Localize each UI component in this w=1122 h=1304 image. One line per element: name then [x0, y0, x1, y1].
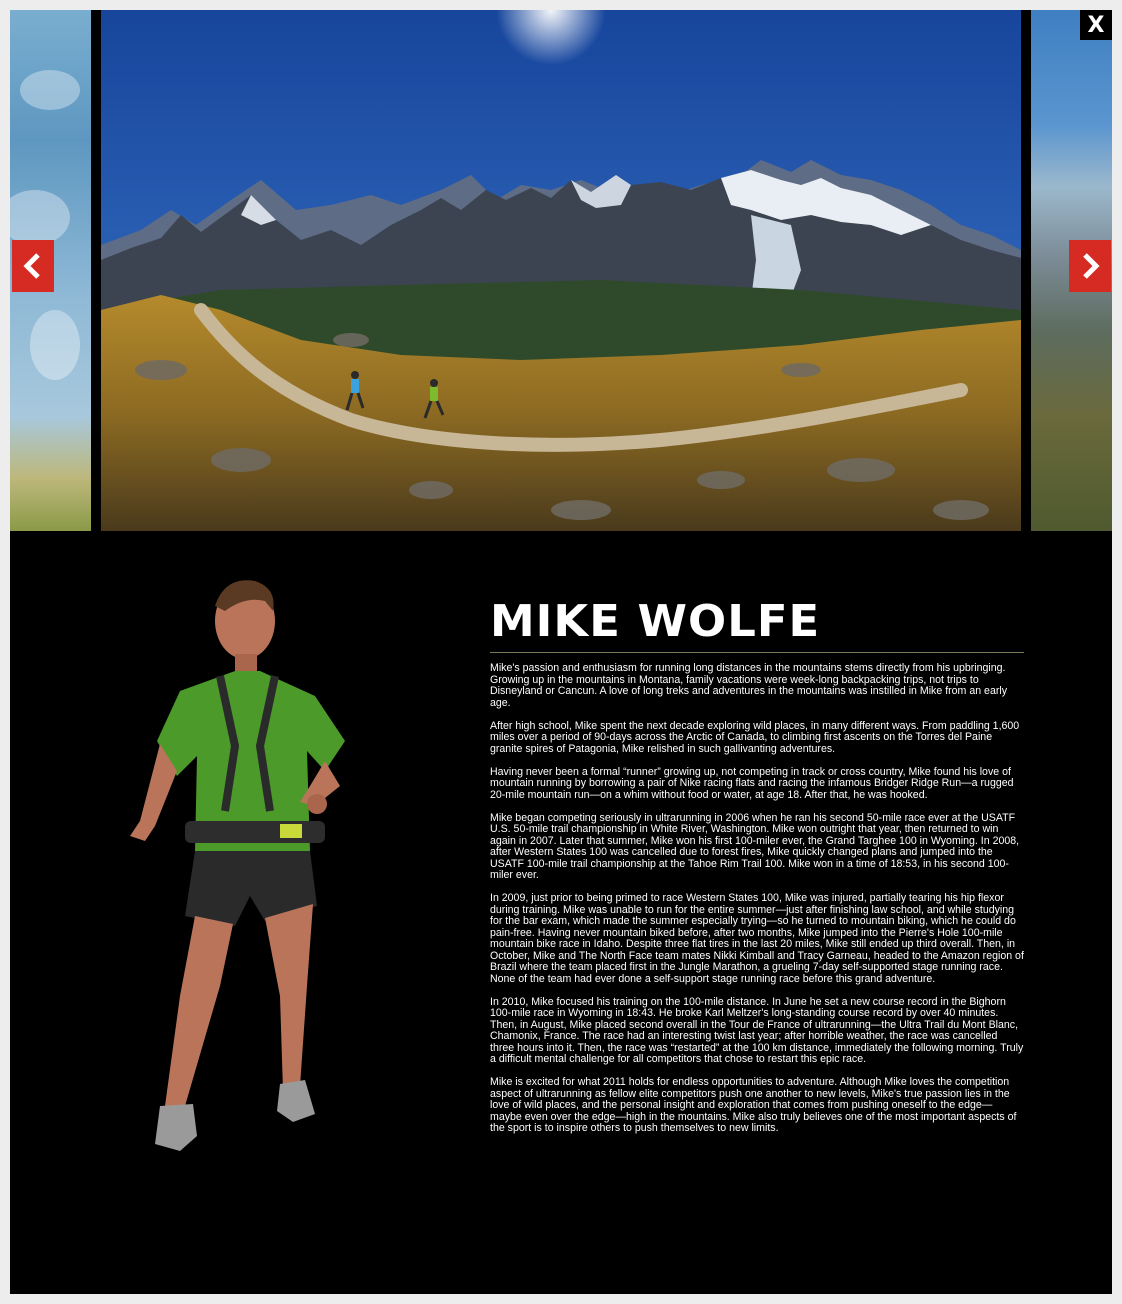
chevron-right-icon — [1079, 253, 1101, 279]
bio-paragraph: Mike is excited for what 2011 holds for endless opportunities to adventure. Although Mike loves the competition aspect of ultrarunning as fellow elite competitors push one another to new levels, Mike's true passion lies in the love of wild places, and the personal insight and exploration that comes from pushing oneself to the edge—maybe even over the edge—high in the mountains. Mike also truly believes one of the most important aspects of the sport is to inspire others to push themselves to new limits. — [490, 1076, 1017, 1134]
athlete-bio — [490, 598, 1024, 1146]
athlete-name: MIKE WOLFE — [490, 596, 821, 647]
lightbox — [10, 10, 1112, 1294]
bio-paragraph: Having never been a formal “runner” growing up, not competing in track or cross country, Mike found his love of mountain running by borrowing a pair of Nike racing flats and racing the infamous Bridger Ridge Run—a rugged 20-mile mountain run—on a whim without food or water, at age 18. After that, he was hooked. — [490, 765, 1014, 801]
bio-paragraph: In 2010, Mike focused his training on the 100-mile distance. In June he set a new course record in the Bighorn 100-mile race in Wyoming in 18:43. He broke Karl Meltzer's long-standing course record by over 40 minutes. Then, in August, Mike placed second overall in the Tour de France of ultrarunning—the Ultra Trail du Mont Blanc, Chamonix, France. The race had an interesting twist last year; after horrible weather, the race was cancelled three hours into it. Then, the race was “restarted” at the 100 km distance, immediately the following morning. Truly a difficult mental challenge for all competitors that chose to restart this epic race. — [490, 995, 1024, 1065]
bio-paragraph: Mike's passion and enthusiasm for running long distances in the mountains stems directly from his upbringing. Growing up in the mountains in Montana, family vacations were week-long backpacking trips, not trips to Disneyland or Cancun. A love of long treks and adventures in the mountains was instilled in Mike from an early age. — [490, 662, 1008, 709]
athlete-profile — [10, 531, 1112, 1294]
bio-paragraph: Mike began competing seriously in ultrarunning in 2006 when he ran his second 50-mile race ever at the USATF U.S. 50-mile trail championship in White River, Washington. Mike won outright that year, then returned to win again in 2007. Later that summer, Mike won his first 100-miler ever, the Grand Targhee 100 in Wyoming. In 2008, after Western States 100 was cancelled due to forest fires, Mike quickly changed plans and jumped into the USATF 100-mile trail championship at the Tahoe Rim Trail 100. Mike won in a time of 18:53, in his second 100-miler ever. — [490, 811, 1020, 881]
chevron-left-icon — [22, 253, 44, 279]
next-button[interactable] — [1069, 240, 1111, 292]
photo-gallery — [10, 10, 1112, 531]
close-button[interactable] — [1080, 10, 1112, 40]
previous-button[interactable] — [12, 240, 54, 292]
main-photo — [101, 10, 1021, 531]
close-icon: X — [1087, 12, 1105, 38]
title-divider — [490, 652, 1024, 653]
athlete-photo — [85, 566, 430, 1186]
bio-paragraph: After high school, Mike spent the next decade exploring wild places, in many different ways. From paddling 1,600 miles over a period of 90-days across the Arctic of Canada, to climbing first ascents on the Torres del Paine granite spires of Patagonia, Mike relished in such gallivanting adventures. — [490, 719, 1020, 755]
bio-paragraph: In 2009, just prior to being primed to race Western States 100, Mike was injured, partially tearing his hip flexor during training. Mike was unable to run for the entire summer—just after finishing law school, and while studying for the bar exam, which made the summer especially trying—so he turned to mountain biking, which he could do pain-free. Having never mountain biked before, after two months, Mike jumped into the Pierre's Hole 100-mile mountain bike race in Idaho. Despite three flat tires in the last 20 miles, Mike still ended up third overall. Then, in October, Mike and The North Face team mates Nikki Kimball and Tracy Garneau, headed to the Amazon region of Brazil where the team placed first in the Jungle Marathon, a grueling 7-day self-supported stage running race. None of the team had ever done a self-support stage running race before this grand adventure. — [490, 892, 1024, 985]
